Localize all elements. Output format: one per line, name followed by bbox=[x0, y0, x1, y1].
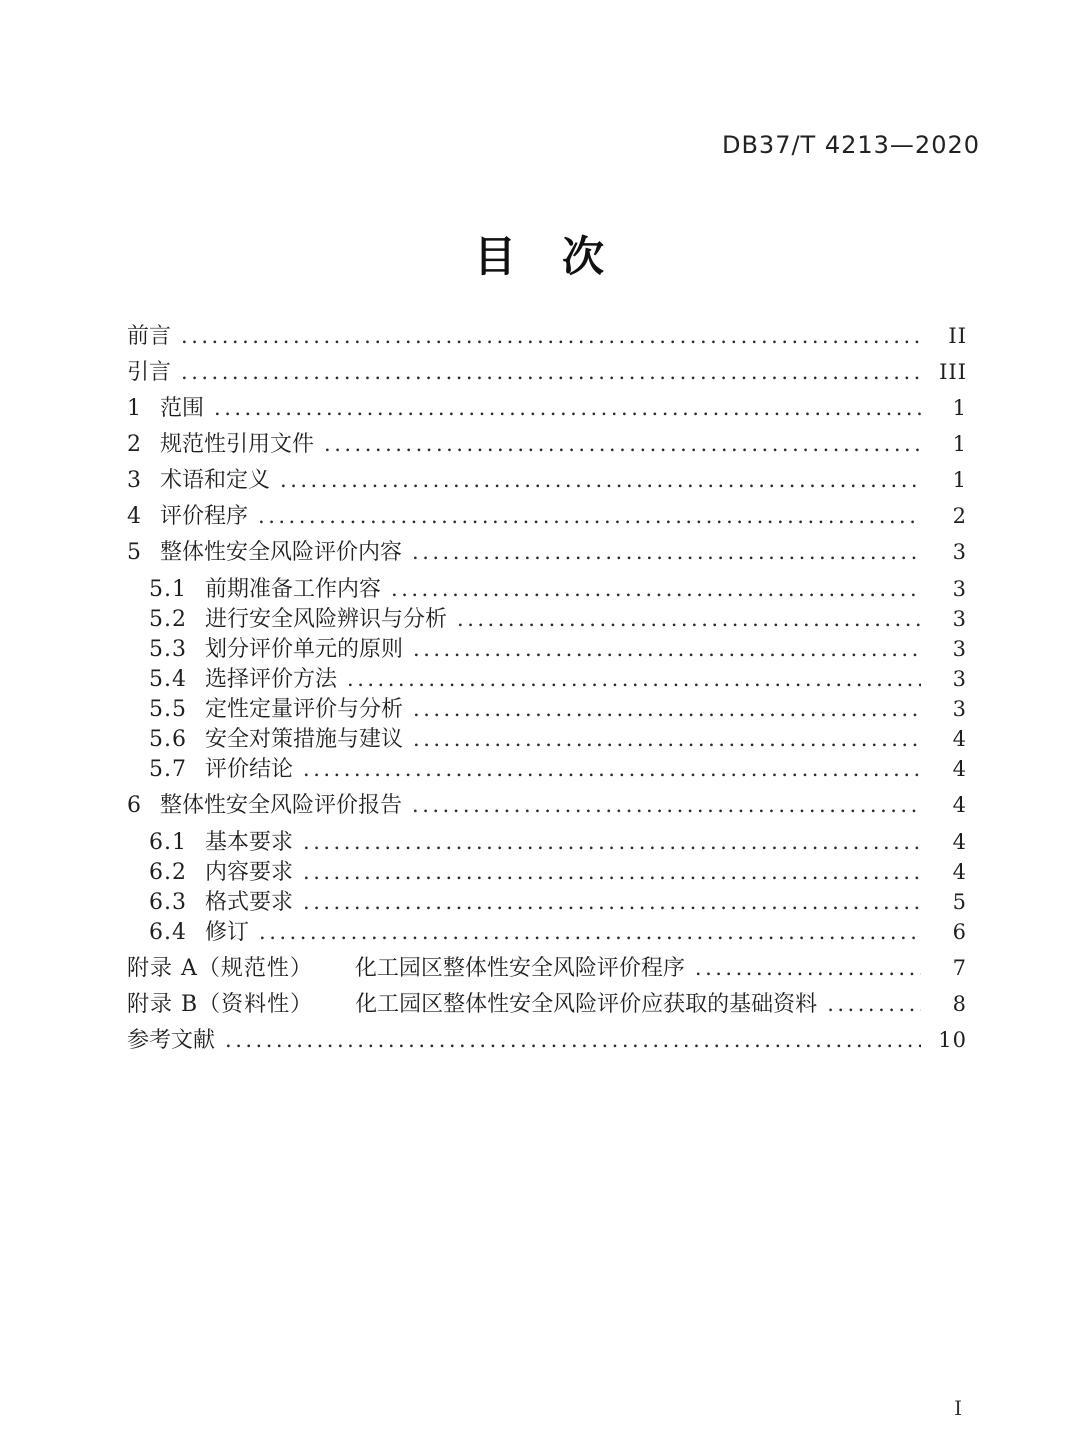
toc-entry-page: 4 bbox=[952, 793, 967, 817]
dot-leader bbox=[303, 831, 921, 853]
dot-leader bbox=[214, 397, 921, 419]
toc-entry-title: 前期准备工作内容 bbox=[205, 577, 382, 602]
toc-entry-title: 定性定量评价与分析 bbox=[205, 697, 404, 722]
toc-entry bbox=[127, 361, 967, 384]
dot-leader bbox=[413, 638, 921, 660]
toc-entry-page: 10 bbox=[938, 1028, 967, 1052]
toc-entry-page: 5 bbox=[952, 890, 967, 914]
toc-entry-page: 7 bbox=[952, 956, 967, 980]
dot-leader bbox=[181, 361, 921, 383]
toc-entry-page: II bbox=[948, 324, 967, 348]
toc-entry-page: 1 bbox=[952, 432, 967, 456]
toc-entry-title: 化工园区整体性安全风险评价应获取的基础资料 bbox=[355, 992, 818, 1017]
toc-entry-title: 化工园区整体性安全风险评价程序 bbox=[354, 956, 685, 981]
dot-leader bbox=[181, 325, 921, 347]
toc-entry-title: 修订 bbox=[205, 920, 250, 945]
toc-entry bbox=[127, 608, 967, 631]
dot-leader bbox=[303, 891, 921, 913]
toc-entry-number: 5.6 bbox=[149, 727, 187, 752]
toc-entry bbox=[127, 578, 967, 601]
toc-entry-page: 8 bbox=[952, 992, 967, 1016]
toc-entry bbox=[127, 698, 967, 721]
toc-entry bbox=[127, 794, 967, 817]
toc-entry-number: 3 bbox=[127, 468, 142, 493]
toc-entry-page: 4 bbox=[952, 830, 967, 854]
toc-entry-page: 1 bbox=[952, 468, 967, 492]
toc-entry bbox=[127, 541, 967, 564]
toc-entry-title: 前言 bbox=[127, 324, 172, 349]
toc-entry-page: 3 bbox=[952, 607, 967, 631]
toc-entry-title: 格式要求 bbox=[205, 890, 294, 915]
toc-entry bbox=[127, 758, 967, 781]
toc-entry-number: 5.1 bbox=[149, 577, 187, 602]
dot-leader bbox=[391, 578, 921, 600]
footer-page-number: I bbox=[954, 1396, 962, 1420]
toc-entry-number: 2 bbox=[127, 432, 142, 457]
toc-entry-number: 5.5 bbox=[149, 697, 187, 722]
dot-leader bbox=[225, 1029, 921, 1051]
toc-entry-page: 1 bbox=[952, 396, 967, 420]
toc-entry-title: 安全对策措施与建议 bbox=[205, 727, 404, 752]
toc-entry bbox=[127, 831, 967, 854]
toc-entry bbox=[127, 433, 967, 456]
dot-leader bbox=[303, 861, 921, 883]
toc-title: 目 次 bbox=[473, 232, 606, 281]
toc-entry-page: 4 bbox=[952, 860, 967, 884]
toc-entry-number: 5.2 bbox=[149, 607, 187, 632]
toc-entry-page: 3 bbox=[952, 637, 967, 661]
toc-entry-page: 6 bbox=[952, 920, 967, 944]
toc-entry bbox=[127, 668, 967, 691]
toc-entry bbox=[127, 325, 967, 348]
dot-leader bbox=[280, 469, 921, 491]
toc-entry-title: 进行安全风险辨识与分析 bbox=[205, 607, 448, 632]
dot-leader bbox=[259, 921, 921, 943]
toc-entry-number: 6.1 bbox=[149, 830, 187, 855]
toc-entry-title: 划分评价单元的原则 bbox=[205, 637, 404, 662]
toc-entry-title: 范围 bbox=[160, 396, 205, 421]
dot-leader bbox=[457, 608, 921, 630]
toc-entry bbox=[127, 891, 967, 914]
dot-leader bbox=[324, 433, 921, 455]
toc-entry-page: 3 bbox=[952, 577, 967, 601]
dot-leader bbox=[413, 728, 921, 750]
toc-entry bbox=[127, 397, 967, 420]
dot-leader bbox=[347, 668, 921, 690]
toc-entry-number: 5 bbox=[127, 540, 142, 565]
dot-leader bbox=[413, 698, 921, 720]
toc-entry-page: 3 bbox=[952, 697, 967, 721]
toc-entry bbox=[127, 728, 967, 751]
toc-entry-number: 4 bbox=[127, 504, 142, 529]
toc-entry-page: 2 bbox=[952, 504, 967, 528]
toc-entry-number: 附录 B（资料性） bbox=[127, 992, 314, 1017]
toc-list bbox=[127, 325, 967, 1052]
toc-entry-title: 评价结论 bbox=[205, 757, 294, 782]
toc-entry-number: 6.3 bbox=[149, 890, 187, 915]
toc-entry-page: III bbox=[939, 360, 967, 384]
toc-entry-number: 6.4 bbox=[149, 920, 187, 945]
toc-entry-number: 6 bbox=[127, 793, 142, 818]
toc-entry-title: 参考文献 bbox=[127, 1028, 216, 1053]
dot-leader bbox=[695, 957, 921, 979]
toc-entry-title: 引言 bbox=[127, 360, 172, 385]
toc-entry-number: 5.7 bbox=[149, 757, 187, 782]
toc-entry bbox=[127, 638, 967, 661]
toc-entry-number: 5.3 bbox=[149, 637, 187, 662]
toc-entry-title: 评价程序 bbox=[160, 504, 249, 529]
toc-entry-number: 6.2 bbox=[149, 860, 187, 885]
toc-entry-page: 4 bbox=[952, 727, 967, 751]
dot-leader bbox=[258, 505, 921, 527]
toc-entry-number: 1 bbox=[127, 396, 142, 421]
toc-entry-title: 内容要求 bbox=[205, 860, 294, 885]
toc-entry bbox=[127, 505, 967, 528]
dot-leader bbox=[827, 993, 921, 1015]
toc-entry bbox=[127, 469, 967, 492]
toc-entry-number: 5.4 bbox=[149, 667, 187, 692]
toc-entry bbox=[127, 993, 967, 1016]
toc-entry-page: 3 bbox=[952, 667, 967, 691]
toc-entry bbox=[127, 921, 967, 944]
toc-entry-title: 整体性安全风险评价报告 bbox=[160, 793, 403, 818]
toc-entry-number: 附录 A（规范性） bbox=[127, 956, 313, 981]
toc-entry-page: 4 bbox=[952, 757, 967, 781]
toc-entry-title: 选择评价方法 bbox=[205, 667, 338, 692]
toc-entry bbox=[127, 1029, 967, 1052]
toc-entry-title: 基本要求 bbox=[205, 830, 294, 855]
toc-entry-title: 规范性引用文件 bbox=[160, 432, 315, 457]
toc-entry bbox=[127, 957, 967, 980]
toc-entry bbox=[127, 861, 967, 884]
toc-entry-title: 术语和定义 bbox=[160, 468, 271, 493]
toc-entry-title: 整体性安全风险评价内容 bbox=[160, 540, 403, 565]
dot-leader bbox=[412, 541, 921, 563]
doc-number: DB37/T 4213—2020 bbox=[721, 131, 980, 159]
toc-entry-page: 3 bbox=[952, 540, 967, 564]
dot-leader bbox=[412, 794, 921, 816]
dot-leader bbox=[303, 758, 921, 780]
